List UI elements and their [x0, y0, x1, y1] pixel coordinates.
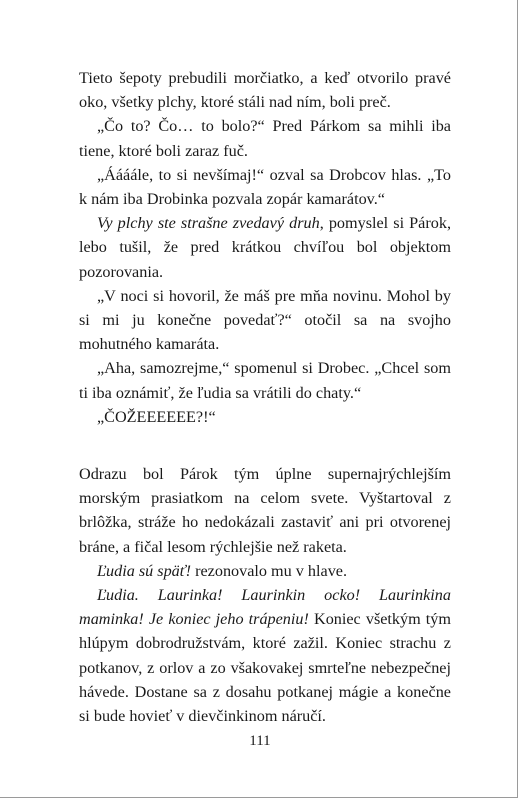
paragraph-text: „Aha, samozrejme,“ spomenul si Drobec. „Chcel som ti iba oznámiť, že ľudia sa vrátili do chaty.“ — [79, 359, 451, 402]
paragraph — [79, 284, 451, 357]
text-section-1 — [79, 66, 451, 429]
italic-thought: Ľudia. Laurinka! Laurinkin ocko! Laurinkina maminka! Je koniec jeho trápeniu! — [79, 586, 451, 629]
paragraph — [79, 405, 451, 429]
italic-thought: Ľudia sú späť! — [97, 561, 192, 580]
paragraph — [79, 462, 451, 559]
paragraph-text: „Čo to? Čo… to bolo?“ Pred Párkom sa mihli iba tiene, ktoré boli zaraz fuč. — [79, 117, 451, 160]
paragraph-text: „Áááále, to si nevšímaj!“ ozval sa Drobcov hlas. „To k nám iba Drobinka pozvala zopár kamarátov.“ — [79, 165, 451, 209]
paragraph — [79, 211, 451, 284]
paragraph — [79, 583, 451, 728]
paragraph-text: Odrazu bol Párok tým úplne supernajrýchlejším morským prasiatkom na celom svete. Vyštartoval z brlôžka, stráže ho nedokázali zastaviť ani pri otvorenej bráne, a fičal lesom rýchlejšie než raketa. — [79, 465, 451, 556]
text-section-2 — [79, 462, 451, 728]
paragraph — [79, 163, 451, 211]
paragraph-text: „ČOŽEEEEEE?!“ — [97, 407, 216, 426]
paragraph — [79, 559, 451, 583]
paragraph — [79, 356, 451, 404]
italic-thought: Vy plchy ste strašne zvedavý druh — [97, 214, 320, 233]
paragraph-text: Tieto šepoty prebudili morčiatko, a keď otvorilo pravé oko, všetky plchy, ktoré stáli nad ním, boli preč. — [79, 69, 451, 112]
paragraph-text: „V noci si hovoril, že máš pre mňa novinu. Mohol by si mi ju konečne povedať?“ otočil sa na svojho mohutného kamaráta. — [79, 286, 451, 354]
paragraph-text: , pomyslel si Párok, lebo tušil, že pred krátkou chvíľou bol objektom pozorovania. — [79, 214, 451, 281]
paragraph — [79, 66, 451, 114]
paragraph — [79, 114, 451, 162]
page-number: 111 — [249, 733, 271, 749]
paragraph-text: Koniec všetkým tým hlúpym dobrodružstvám, ktoré zažil. Koniec strachu z potkanov, z orlov a zo všakovakej smrteľne nebezpečnej hávede. Dostane sa z dosahu potkanej mágie a konečne si bude hovieť v dievčinkinom náručí. — [79, 610, 451, 726]
paragraph-text: rezonovalo mu v hlave. — [191, 561, 348, 580]
